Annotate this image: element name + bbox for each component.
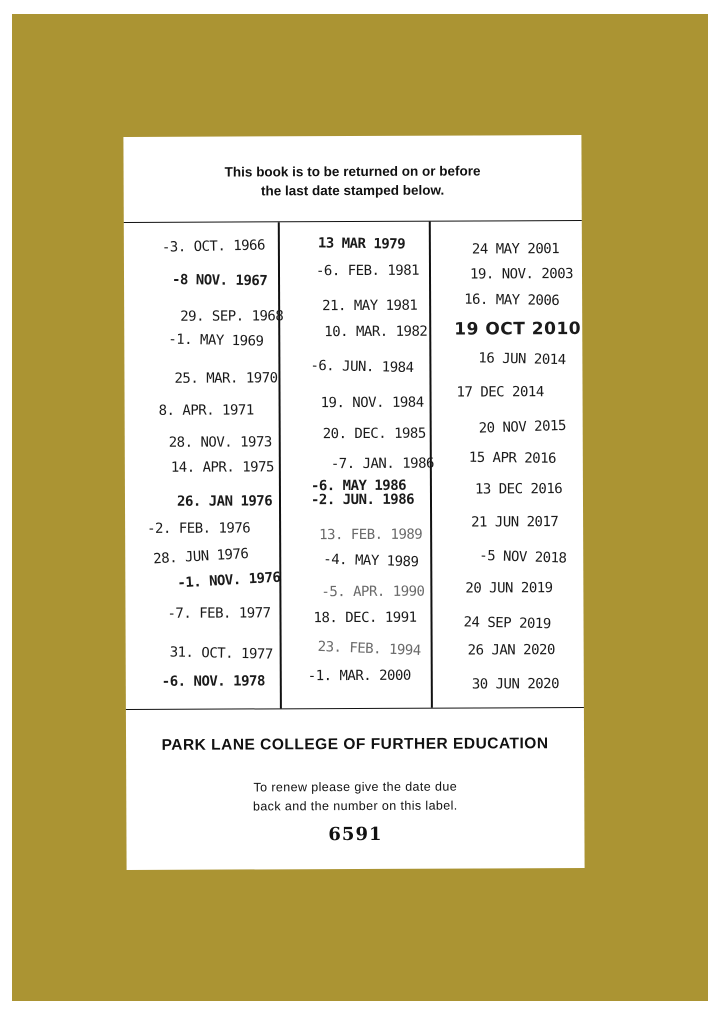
date-stamp: 20 JUN 2019 <box>465 580 553 597</box>
date-stamp: 13 DEC 2016 <box>474 481 563 498</box>
date-stamp: -1. MAR. 2000 <box>307 667 411 685</box>
date-stamp: 8. APR. 1971 <box>158 402 254 419</box>
date-stamp: -4. MAY 1989 <box>323 551 419 571</box>
date-stamp: 20. DEC. 1985 <box>322 425 426 443</box>
date-stamp: 24 SEP 2019 <box>463 614 551 633</box>
date-stamp: -2. JUN. 1986 <box>310 491 415 509</box>
date-stamp: 29. SEP. 1968 <box>180 308 284 325</box>
college-name: PARK LANE COLLEGE OF FURTHER EDUCATION <box>161 735 549 754</box>
date-stamp: 13. FEB. 1989 <box>319 526 423 544</box>
date-stamp: 21 JUN 2017 <box>471 514 559 531</box>
date-stamp: -8 NOV. 1967 <box>171 271 268 290</box>
date-stamp: 16 JUN 2014 <box>478 350 566 369</box>
date-stamp: 19 OCT 2010 <box>454 319 582 340</box>
date-stamp: -5. APR. 1990 <box>321 583 425 601</box>
return-instructions-line-2: the last date stamped below. <box>260 182 445 199</box>
return-instructions <box>124 161 582 201</box>
label-number: 6591 <box>328 823 383 846</box>
date-stamp: -1. NOV. 1976 <box>176 569 281 592</box>
date-stamp: 19. NOV. 1984 <box>320 394 424 412</box>
date-stamp: -2. FEB. 1976 <box>147 520 251 537</box>
date-stamp: 25. MAR. 1970 <box>174 370 278 387</box>
date-stamp: 20 NOV 2015 <box>478 417 567 437</box>
date-stamp: -7. JAN. 1986 <box>330 455 434 473</box>
renewal-instructions <box>126 777 584 817</box>
column-divider <box>278 222 282 708</box>
date-stamp: -1. MAY 1969 <box>168 331 264 350</box>
date-stamp: -3. OCT. 1966 <box>161 237 266 256</box>
date-stamp: 26. JAN 1976 <box>176 493 273 510</box>
date-stamp: -7. FEB. 1977 <box>167 605 271 622</box>
date-stamp: 30 JUN 2020 <box>471 676 560 693</box>
renewal-instructions-line-1: To renew please give the date due <box>253 779 458 795</box>
date-stamp: -6. MAY 1986 <box>310 477 407 495</box>
date-stamp: 28. JUN 1976 <box>152 545 249 568</box>
date-stamp: 15 APR 2016 <box>468 449 557 467</box>
renewal-instructions-line-2: back and the number on this label. <box>252 798 458 814</box>
date-stamp: 28. NOV. 1973 <box>168 434 272 451</box>
stamp-grid <box>124 220 584 710</box>
date-stamp: 10. MAR. 1982 <box>324 323 428 341</box>
date-stamp: 31. OCT. 1977 <box>169 644 273 663</box>
date-due-slip <box>123 135 584 870</box>
date-stamp: -5 NOV 2018 <box>479 547 567 567</box>
date-stamp: -6. NOV. 1978 <box>161 673 265 690</box>
date-stamp: 19. NOV. 2003 <box>469 266 574 283</box>
date-stamp: 17 DEC 2014 <box>456 384 544 401</box>
date-stamp: 14. APR. 1975 <box>170 459 274 476</box>
date-stamp: 13 MAR 1979 <box>317 235 406 253</box>
date-stamp: 21. MAY 1981 <box>322 297 418 315</box>
date-stamp: 18. DEC. 1991 <box>313 609 417 627</box>
date-stamp: -6. JUN. 1984 <box>310 357 414 377</box>
return-instructions-line-1: This book is to be returned on or before <box>224 163 481 180</box>
date-stamp: 26 JAN 2020 <box>467 642 555 659</box>
date-stamp: 23. FEB. 1994 <box>317 638 421 659</box>
date-stamp: 24 MAY 2001 <box>471 241 560 258</box>
date-stamp: -6. FEB. 1981 <box>315 262 420 280</box>
date-stamp: 16. MAY 2006 <box>464 291 560 309</box>
